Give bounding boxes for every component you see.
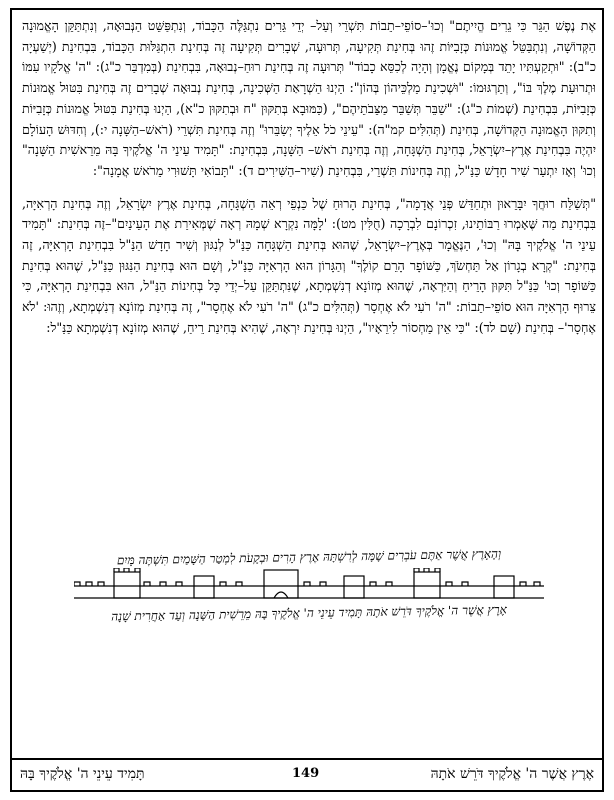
paragraph: אֶת נֶפֶשׁ הַגֵּר כִּי גֵרִים הֱיִיתֶם" וְכוּ'–סוֹפֵי–תֵבוֹת תִּשְׁרֵי וְעַל– יְדֵי גֵּרִים נִתְגַּלֶּה הַכָּבוֹד, וְנִתְפַּשֵּׁט הַנְּבוּאָה, וְנִתְתַּקֵּן הָאֱמוּנָה הַקְּדוֹשָׁה, וְנִתְבַּטֵּל אֱמוּנוֹת כְּזָבִיּוֹת זֶהוּ בְּחִינַת תְּקִיעָה, תְּרוּעָה, שְׁבָרִים תְּקִיעָה זֶה בְּחִינַת הִתְגַּלּוּת הַכָּבוֹד, בִּבְחִינַת (יְשַׁעְיָה כ"ב): "וּתְקַעְתִּיו יָתֵד בְּמָקוֹם נֶאֱמָן וְהָיָה לְכִסֵּא כָבוֹד" תְּרוּעָה זֶה בְּחִינַת רוּחַ–נְבוּאָה, בִּבְחִינַת (בְּמִדְבַּר כ"ג): "ה' אֱלֹקָיו עִמּוֹ וּתְרוּעַת מֶלֶךְ בּוֹ", וְתַרְגּוּמוֹ: "וּשְׁכִינַת מַלְכֵּיהוֹן בְּהוֹן": הַיְנוּ הַשְׁרָאַת הַשְּׁכִינָה, בְּחִינַת נְבוּאָה שְׁבָרִים זֶה בְּחִינַת בִּטּוּל אֱמוּנוֹת כְּזָבִיּוֹת, בִּבְחִינַת (שְׁמוֹת כ"ג): "שַׁבֵּר תְּשַׁבֵּר מַצֵּבֹתֵיהֶם", (כַּמּוּבָא בְּתִקּוּן "ח וּבְתִקּוּן כ"א), הַיְנוּ בְּחִינַת בִּטּוּל אֱמוּנוֹת כְּזָבִיּוֹת וְתִקּוּן הָאֱמוּנָה הַקְּדוֹשָׁה, בְּחִינַת (תְּהִלִּים קמ"ה): "עֵינֵי כֹל אֵלֶיךָ יְשַׂבֵּרוּ" וְזֶה בְּחִינַת תִּשְׁרֵי (רֹאשׁ–הַשָּׁנָה י:), וְחִדּוּשׁ הָעוֹלָם יִהְיֶה בִּבְחִינַת אֶרֶץ–יִשְׂרָאֵל, בְּחִינַת הַשְׁגָּחָה, וְזֶה בְּחִינַת רֹאשׁ– הַשָּׁנָה, בִּבְחִינַת: "תָּמִיד עֵינֵי ה' אֱלֹקֶיךָ בָּהּ מֵרֵאשִׁית הַשָּׁנָה" וְכוּ' וְאָז יִתְעַר שִׁיר חָדָשׁ כַּנַּ"ל, וְזֶה בְּחִינוֹת תִּשְׁרֵי, בִּבְחִינַת (שִׁיר–הַשִּׁירִים ד): "תָּבוֹאִי תָּשׁוּרִי מֵרֹאשׁ אֲמָנָה": bbox=[22, 18, 596, 178]
page-number: 149 bbox=[292, 766, 320, 781]
page-frame bbox=[10, 8, 604, 792]
banner-verse-top: וְהָאָרֶץ אֲשֶׁר אַתֶּם עֹבְרִים שָׁמָּה לְרִשְׁתָּהּ אֶרֶץ הָרִים וּבְקָעֹת לִמְטַר הַשָּׁמַיִם תִּשְׁתֶּה מָּיִם bbox=[116, 546, 502, 568]
footer-running-title-right: אֶרֶץ אֲשֶׁר ה' אֱלֹקֶיךָ דֹּרֵשׁ אֹתָהּ bbox=[430, 766, 594, 782]
jerusalem-wall-banner bbox=[34, 546, 584, 630]
banner-verse-bottom: אֶרֶץ אֲשֶׁר ה' אֱלֹקֶיךָ דֹּרֵשׁ אֹתָהּ תָּמִיד עֵינֵי ה' אֱלֹקֶיךָ בָּהּ מֵרֵשִׁית הַשָּׁנָה וְעַד אַחֲרִית שָׁנָה bbox=[111, 602, 507, 624]
paragraph: "תְּשַׁלַּח רוּחֲךָ יִבָּרֵאוּן וּתְחַדֵּשׁ פְּנֵי אֲדָמָה", בְּחִינַת הָרוּחַ שֶׁל כַּנְפֵי רְאֵה הַשְׁגָּחָה, בְּחִינַת אֶרֶץ יִשְׂרָאֵל, וְזֶה בְּחִינַת הָרְאִיָּה, בִּבְחִינַת מַה שֶּׁאָמְרוּ רַבּוֹתֵינוּ, זִכְרוֹנָם לִבְרָכָה (חֻלִּין מט): 'לָמָּה נִקְרָא שְׁמָהּ רְאָה שֶׁמְּאִירַת אֶת הָעֵינַיִם"–זֶה בְּחִינַת: "תָּמִיד עֵינֵי ה' אֱלֹקֶיךָ בָּהּ" וְכוּ', הַנֶּאֱמָר בְּאֶרֶץ–יִשְׂרָאֵל, שֶׁהוּא בְּחִינַת הַשְׁגָּחָה כַּנַּ"ל לְנִגּוּן וְשִׁיר חָדָשׁ הַנַּ"ל בִּבְחִינַת הָרְאִיָּה, זֶה בְּחִינַת: "קְרָא בְגָרוֹן אַל תַּחְשֹׂךְ, כַּשּׁוֹפָר הָרֵם קוֹלֶךָ" וְהַגָּרוֹן הוּא הָרְאִיָּה כַּנַּ"ל, וְשָׁם הוּא בְּחִינַת הַנִּגּוּן כַּנַּ"ל, שֶׁהוּא בְּחִינַת כַּשּׁוֹפָר וְכוּ' כַּנַּ"ל תִּקּוּן הָרֵיחַ וְהַיִּרְאָה, שֶׁהוּא מְזוֹנָא דְנִשְׁמְתָא, שֶׁנִּתְתַּקֵּן עַל–יְדֵי כָּל בְּחִינוֹת הַנַּ"ל, הוּא בִּבְחִינַת הָרְאִיָּה, כִּי צֵרוּף הָרְאִיָּה הוּא סוֹפֵי–תֵבוֹת: "ה' רֹעִי לֹא אֶחְסָר (תְּהִלִּים כ"ג) "ה' רֹעִי לֹא אֶחְסָר", זֶה בְּחִינַת מְזוֹנָא דְנִשְׁמְתָא, וְזֶהוּ: 'לֹא אֶחְסָר'– בְּחִינַת (שָׁם לד): "כִּי אֵין מַחְסוֹר לִירֵאָיו", הַיְנוּ בְּחִינַת יִרְאָה, שֶׁהִיא בְּחִינַת רֵיחַ, שֶׁהוּא מְזוֹנָא דְנִשְׁמְתָא כַּנַּ"ל: bbox=[22, 195, 596, 335]
page-footer bbox=[12, 758, 602, 790]
city-wall-illustration bbox=[74, 568, 544, 606]
footer-running-title-left: תָּמִיד עֵינֵי ה' אֱלֹקֶיךָ בָּהּ bbox=[20, 766, 145, 782]
body-text bbox=[22, 16, 596, 339]
